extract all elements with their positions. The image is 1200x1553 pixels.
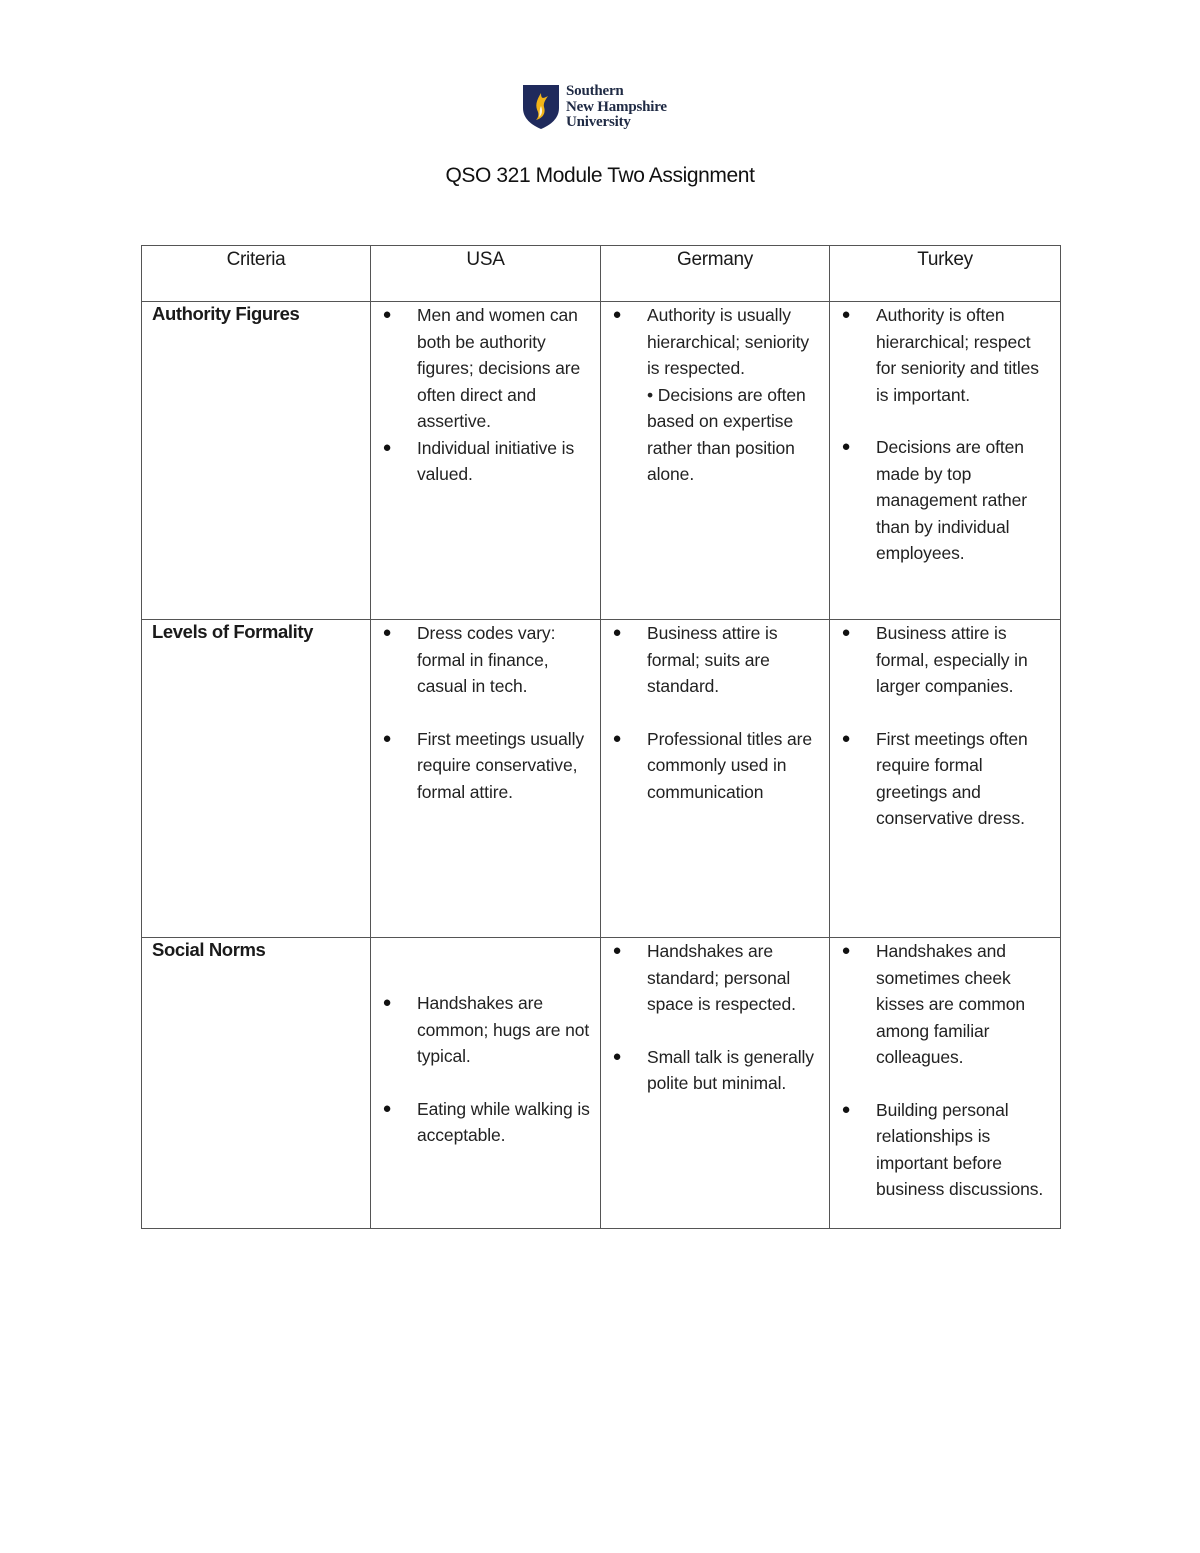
bullet-icon: ● [382,624,392,641]
bullet-icon: ● [612,942,622,959]
list-item: ● Men and women can both be authority figures; decisions are often direct and assertive. [371,302,600,435]
list-item: ● Decisions are often made by top management rather than by individual employees. [830,434,1060,567]
bullet-icon: ● [612,624,622,641]
cell-turkey-social [830,938,1061,1229]
logo-wordmark [566,84,667,131]
list-item: ● Dress codes vary: formal in finance, casual in tech. [371,620,600,700]
list-item: ● Professional titles are commonly used in communication [601,726,829,806]
list-item: ● Eating while walking is acceptable. [371,1096,600,1149]
list-item: ● Business attire is formal, especially in larger companies. [830,620,1060,700]
bullet-icon: ● [612,729,622,747]
bullet-icon: ● [841,1100,851,1118]
cell-germany-authority [601,302,830,620]
bullet-icon: ● [841,438,851,455]
header-usa: USA [371,246,601,302]
cell-turkey-formality [830,620,1061,938]
bullet-icon: ● [612,306,622,323]
bullet-icon: ● [382,306,392,323]
university-logo [522,84,682,132]
bullet-icon: ● [612,1047,622,1065]
list-item: ● Handshakes and sometimes cheek kisses are common among familiar colleagues. [830,938,1060,1071]
inline-bullet-text: • Decisions are often based on expertise rather than position alone. [647,384,806,484]
list-item: ● First meetings usually require conservative, formal attire. [371,726,600,806]
bullet-icon: ● [382,1099,392,1117]
cell-turkey-authority [830,302,1061,620]
list-item: ● Authority is often hierarchical; respect for seniority and titles is important. [830,302,1060,408]
list-item: ● Authority is usually hierarchical; seniority is respected. [601,302,829,382]
list-item: ● Individual initiative is valued. [371,435,600,488]
comparison-table [141,245,1061,1229]
list-item: ● Handshakes are standard; personal space is respected. [601,938,829,1018]
list-item: ● Handshakes are common; hugs are not typical. [371,990,600,1070]
table-row [142,620,1061,938]
header-turkey: Turkey [830,246,1061,302]
logo-line-3: University [566,114,631,130]
row-label-levels-of-formality: Levels of Formality [142,620,371,938]
header-criteria: Criteria [142,246,371,302]
page-title: QSO 321 Module Two Assignment [445,164,755,187]
logo-line-2: New Hampshire [566,98,667,115]
list-item: ● Building personal relationships is important before business discussions. [830,1097,1060,1203]
row-label-authority-figures: Authority Figures [142,302,371,620]
list-item: ● Business attire is formal; suits are standard. [601,620,829,700]
bullet-icon: ● [841,942,851,959]
bullet-icon: ● [841,624,851,641]
list-item: ● First meetings often require formal greetings and conservative dress. [830,726,1060,832]
header-germany: Germany [601,246,830,302]
bullet-icon: ● [382,729,392,747]
cell-germany-formality [601,620,830,938]
cell-germany-social [601,938,830,1229]
list-item: ● Small talk is generally polite but minimal. [601,1044,829,1097]
cell-usa-authority [371,302,601,620]
bullet-icon: ● [382,438,392,456]
bullet-icon: ● [841,306,851,323]
table-row [142,302,1061,620]
cell-usa-social [371,938,601,1229]
table-row [142,938,1061,1229]
row-label-social-norms: Social Norms [142,938,371,1229]
logo-line-1: Southern [566,83,624,99]
bullet-icon: ● [841,729,851,747]
shield-flame-icon [522,84,560,130]
cell-usa-formality [371,620,601,938]
table-header-row [142,246,1061,302]
bullet-icon: ● [382,994,392,1011]
